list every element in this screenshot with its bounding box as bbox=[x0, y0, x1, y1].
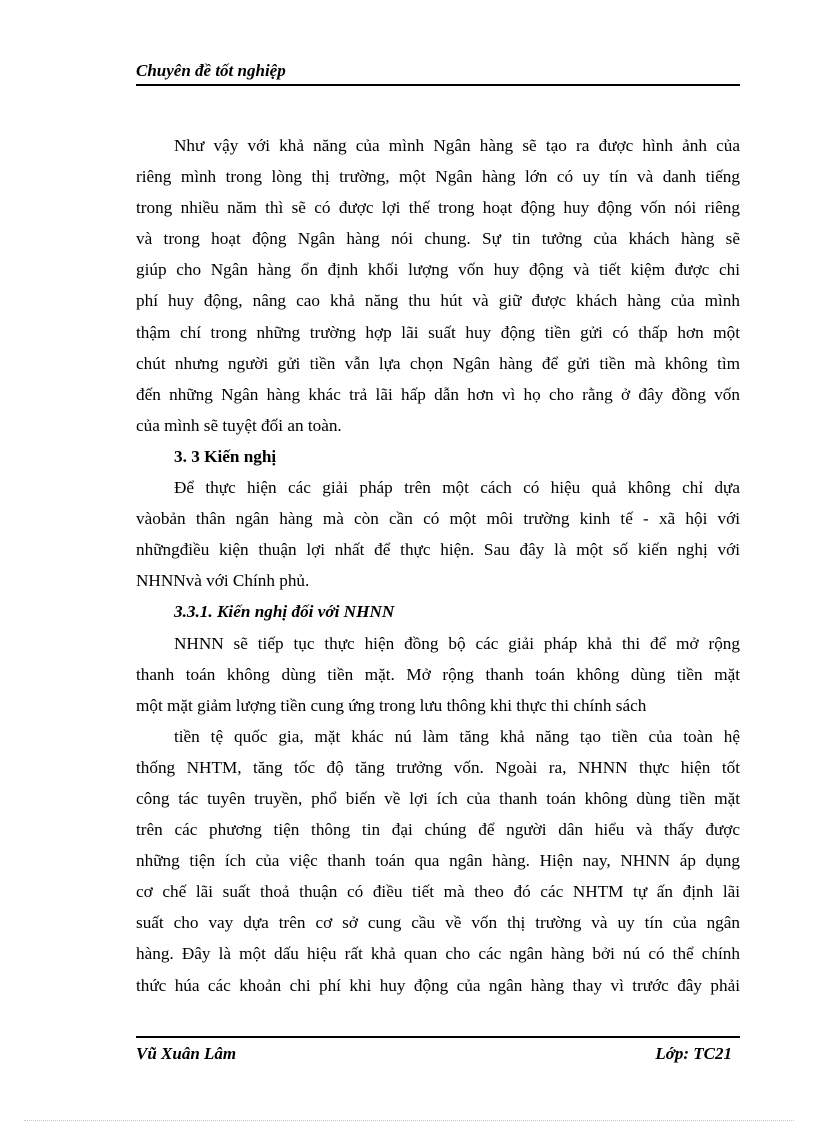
page-bottom-border bbox=[24, 1120, 794, 1121]
paragraph-line: đến những Ngân hàng khác trả lãi hấp dẫn hơn vì họ cho rằng ở đây đồng vốn bbox=[136, 384, 740, 404]
paragraph-line: và trong hoạt động Ngân hàng nói chung. Sự tin tưởng của khách hàng sẽ bbox=[136, 229, 740, 249]
paragraph-line: phí huy động, nâng cao khả năng thu hút và giữ được khách hàng của mình bbox=[136, 291, 740, 311]
paragraph-line: thanh toán không dùng tiền mặt. Mở rộng thanh toán không dùng tiền mặt bbox=[136, 664, 740, 684]
page-footer bbox=[136, 1036, 740, 1068]
paragraph-line: chút nhưng người gửi tiền vẫn lựa chọn Ngân hàng để gửi tiền mà không tìm bbox=[136, 353, 740, 373]
page-header bbox=[136, 60, 740, 86]
paragraph-line: giúp cho Ngân hàng ổn định khối lượng vốn huy động và tiết kiệm được chi bbox=[136, 260, 740, 280]
paragraph-line: nhữngđiều kiện thuận lợi nhất để thực hiện. Sau đây là một số kiến nghị với bbox=[136, 540, 740, 560]
footer-class: Lớp: TC21 bbox=[655, 1044, 732, 1063]
paragraph-line: của mình sẽ tuyệt đối an toàn. bbox=[136, 415, 342, 435]
paragraph-line: Như vậy với khả năng của mình Ngân hàng sẽ tạo ra được hình ảnh của bbox=[174, 136, 740, 155]
subsection-heading: 3.3.1. Kiến nghị đối với NHNN bbox=[174, 602, 395, 622]
paragraph-line: Để thực hiện các giải pháp trên một cách có hiệu quả không chỉ dựa bbox=[174, 478, 740, 498]
paragraph-line: thậm chí trong những trường hợp lãi suất huy động tiền gửi có thấp hơn một bbox=[136, 322, 740, 342]
paragraph-line: công tác tuyên truyền, phổ biến về lợi ích của thanh toán không dùng tiền mặt bbox=[136, 788, 740, 808]
paragraph-line: suất cho vay dựa trên cơ sở cung cầu về vốn thị trường và uy tín của ngân bbox=[136, 913, 740, 933]
paragraph-line: NHNN sẽ tiếp tục thực hiện đồng bộ các giải pháp khả thi để mở rộng bbox=[174, 633, 740, 653]
paragraph-line: trên các phương tiện thông tin đại chúng để người dân hiểu và thấy được bbox=[136, 820, 740, 840]
paragraph-line: những tiện ích của việc thanh toán qua ngân hàng. Hiện nay, NHNN áp dụng bbox=[136, 851, 740, 871]
paragraph-line: trong nhiều năm thì sẽ có được lợi thế trong hoạt động huy động vốn nói riêng bbox=[136, 198, 740, 218]
paragraph-line: vàobản thân ngân hàng mà còn cần có một môi trường kinh tế - xã hội với bbox=[136, 509, 740, 529]
footer-author: Vũ Xuân Lâm bbox=[136, 1044, 237, 1063]
paragraph-line: NHNNvà với Chính phủ. bbox=[136, 571, 310, 591]
section-heading: 3. 3 Kiến nghị bbox=[174, 446, 277, 466]
paragraph-line: tiền tệ quốc gia, mặt khác nú làm tăng khả năng tạo tiền của toàn hệ bbox=[174, 726, 740, 746]
document-body bbox=[136, 130, 740, 1001]
header-title: Chuyên đề tốt nghiệp bbox=[136, 61, 286, 80]
paragraph-line: riêng mình trong lòng thị trường, một Ngân hàng lớn có uy tín và danh tiếng bbox=[136, 167, 740, 187]
paragraph-line: thức húa các khoản chi phí khi huy động của ngân hàng thay vì trước đây phải bbox=[136, 975, 740, 995]
paragraph-line: một mặt giảm lượng tiền cung ứng trong lưu thông khi thực thi chính sách bbox=[136, 695, 647, 715]
paragraph-line: hàng. Đây là một dấu hiệu rất khả quan cho các ngân hàng bởi nú có thể chính bbox=[136, 944, 740, 964]
paragraph-line: cơ chế lãi suất thoả thuận có điều tiết mà theo đó các NHTM tự ấn định lãi bbox=[136, 882, 740, 902]
paragraph-line: thống NHTM, tăng tốc độ tăng trưởng vốn. Ngoài ra, NHNN thực hiện tốt bbox=[136, 757, 740, 777]
